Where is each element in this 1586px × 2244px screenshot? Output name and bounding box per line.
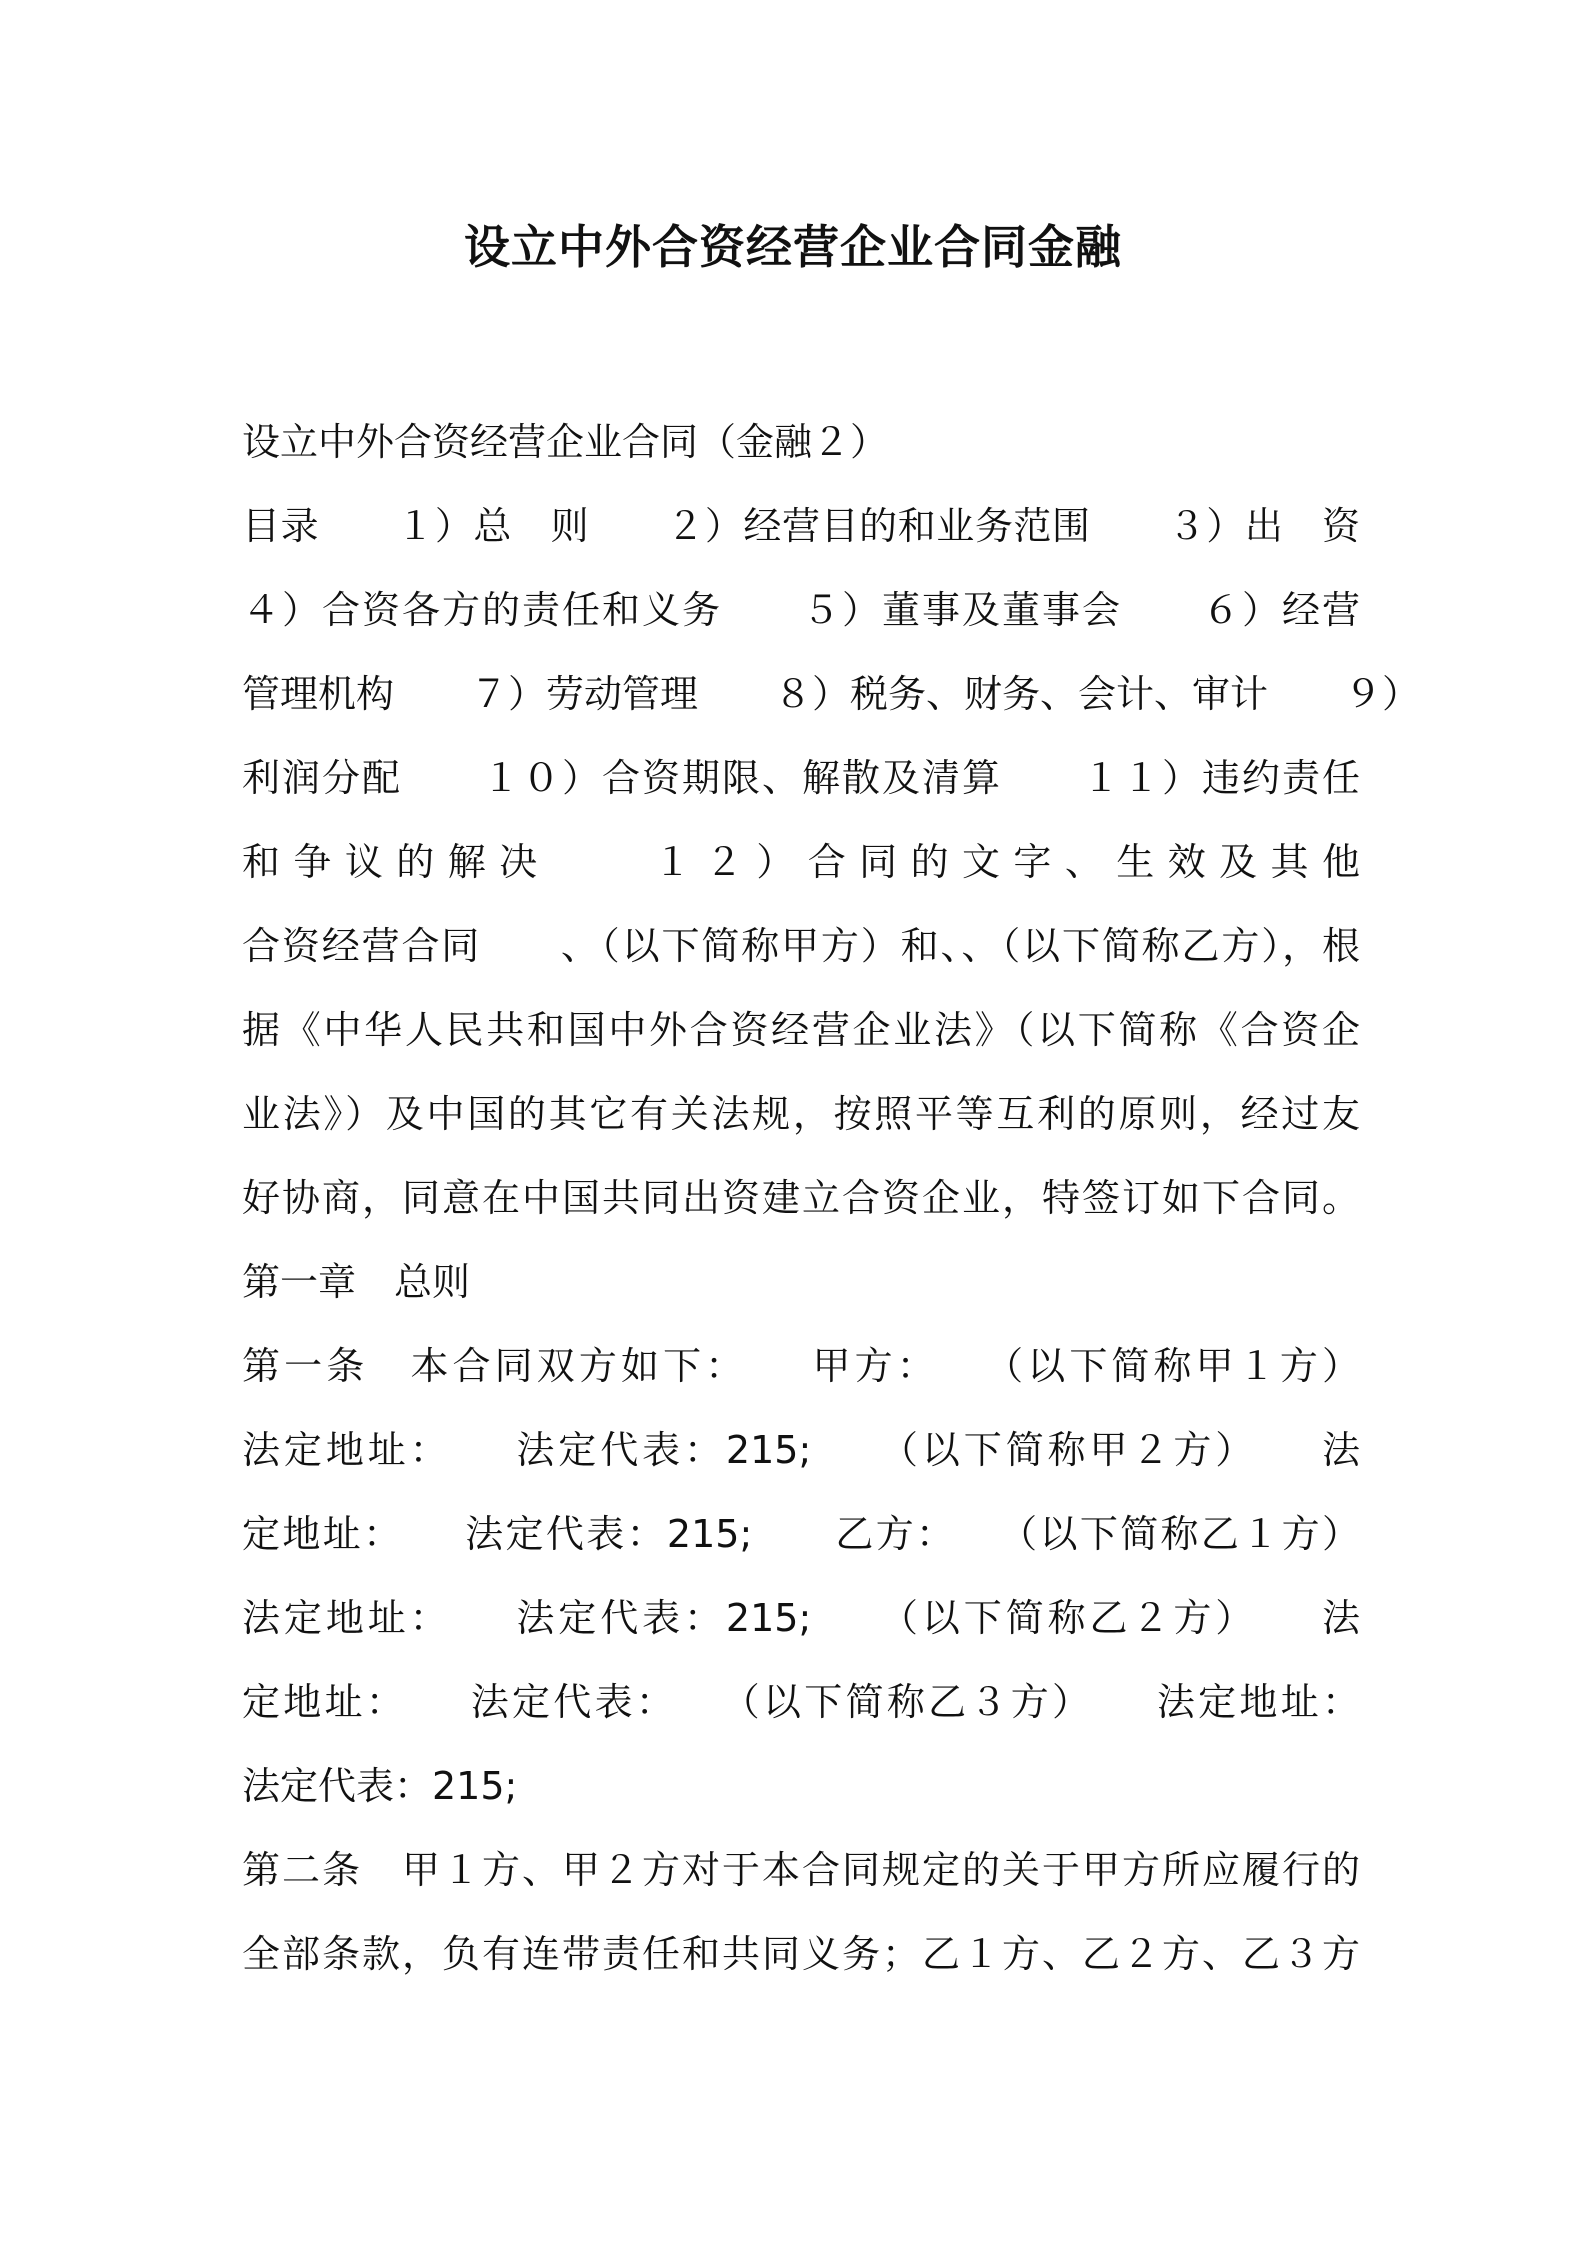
body-line: 第一条 本合同双方如下： 甲方： （以下简称甲１方） (242, 1344, 1360, 1388)
body-line: 法定代表：215; (242, 1764, 518, 1808)
body-line: 目录 １）总 则 ２）经营目的和业务范围 ３）出 资 (242, 504, 1360, 548)
body-line: 据《中华人民共和国中外合资经营企业法》（以下简称《合资企 (242, 1008, 1360, 1052)
chapter-heading: 第一章 总则 (242, 1260, 471, 1304)
document-title: 设立中外合资经营企业合同金融 (464, 220, 1122, 274)
body-line: 合资经营合同 、（以下简称甲方）和、、（以下简称乙方），根 (242, 924, 1360, 968)
body-line: 第二条 甲１方、甲２方对于本合同规定的关于甲方所应履行的 (242, 1848, 1360, 1892)
body-line: 好协商，同意在中国共同出资建立合资企业，特签订如下合同。 (242, 1176, 1360, 1220)
body-line: 全部条款，负有连带责任和共同义务；乙１方、乙２方、乙３方 (242, 1932, 1360, 1976)
body-line: 法定地址： 法定代表：215; （以下简称乙２方） 法 (242, 1596, 1360, 1640)
body-line: ４）合资各方的责任和义务 ５）董事及董事会 ６）经营 (242, 588, 1360, 632)
document-body (242, 400, 1421, 1996)
body-line: 设立中外合资经营企业合同（金融２） (242, 420, 889, 464)
body-line: 利润分配 １０）合资期限、解散及清算 １１）违约责任 (242, 756, 1360, 800)
body-line: 定地址： 法定代表： （以下简称乙３方） 法定地址： (242, 1680, 1360, 1724)
body-line: 和争议的解决 １２）合同的文字、生效及其他 (242, 840, 1360, 884)
body-line: 法定地址： 法定代表：215; （以下简称甲２方） 法 (242, 1428, 1360, 1472)
body-line: 定地址： 法定代表：215; 乙方： （以下简称乙１方） (242, 1512, 1360, 1556)
body-line: 业法》）及中国的其它有关法规，按照平等互利的原则，经过友 (242, 1092, 1360, 1136)
body-line: 管理机构 ７）劳动管理 ８）税务、财务、会计、审计 ９） (242, 672, 1421, 716)
